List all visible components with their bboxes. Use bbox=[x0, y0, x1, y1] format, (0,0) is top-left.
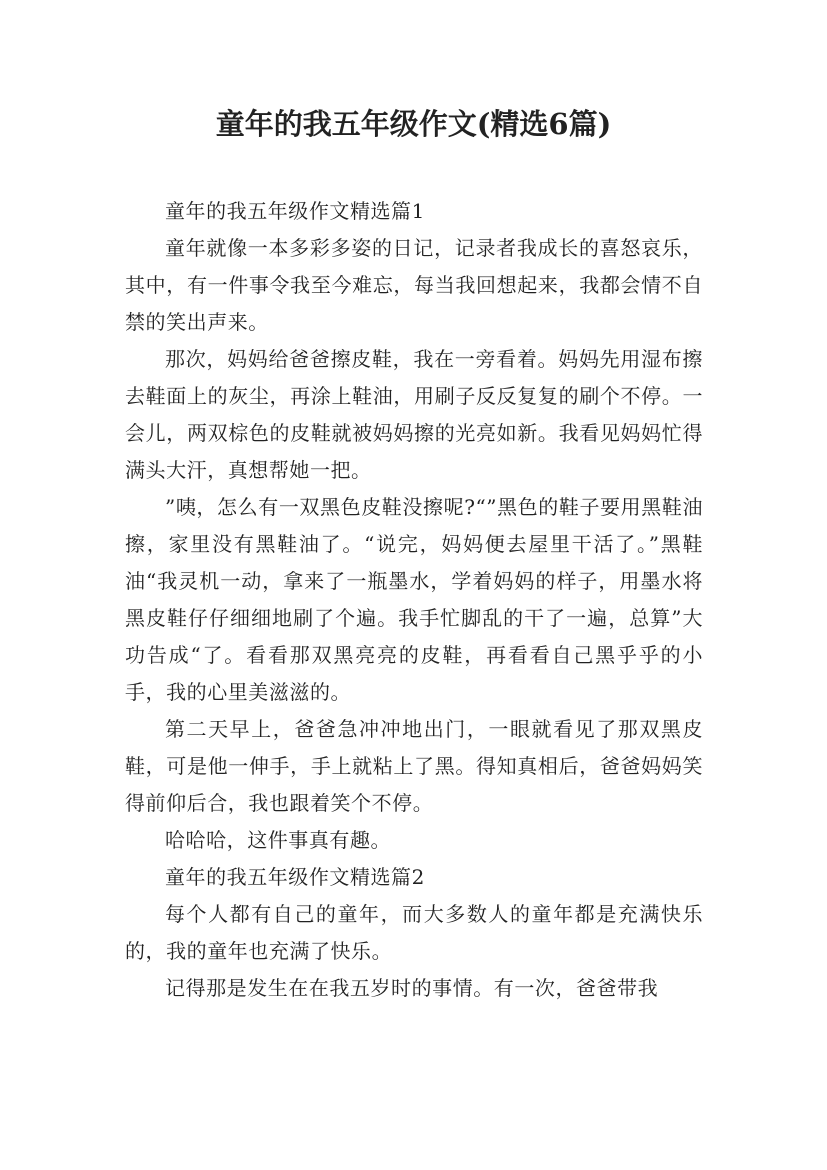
paragraph: 哈哈哈，这件事真有趣。 bbox=[165, 828, 392, 852]
paragraph: 每个人都有自己的童年，而大多数人的童年都是充满快乐的，我的童年也充满了快乐。 bbox=[125, 902, 703, 963]
document-body bbox=[125, 193, 703, 1007]
paragraph: 那次，妈妈给爸爸擦皮鞋，我在一旁看着。妈妈先用湿布擦去鞋面上的灰尘，再涂上鞋油，用刷子反反复复的刷个不停。一会儿，两双棕色的皮鞋就被妈妈擦的光亮如新。我看见妈妈忙得满头大汗，真想帮她一把。 bbox=[125, 347, 703, 482]
paragraph: 第二天早上，爸爸急冲冲地出门，一眼就看见了那双黑皮鞋，可是他一伸手，手上就粘上了黑。得知真相后，爸爸妈妈笑得前仰后合，我也跟着笑个不停。 bbox=[125, 717, 703, 815]
paragraph: 记得那是发生在在我五岁时的事情。有一次，爸爸带我 bbox=[165, 976, 659, 1000]
paragraph: ”咦，怎么有一双黑色皮鞋没擦呢?“”黑色的鞋子要用黑鞋油擦，家里没有黑鞋油了。“说完，妈妈便去屋里干活了。”黑鞋油“我灵机一动，拿来了一瓶墨水，学着妈妈的样子，用墨水将黑皮鞋仔仔细细地刷了个遍。我手忙脚乱的干了一遍，总算”大功告成“了。看看那双黑亮亮的皮鞋，再看看自己黑乎乎的小手，我的心里美滋滋的。 bbox=[125, 495, 703, 704]
document-title: 童年的我五年级作文(精选6篇) bbox=[215, 107, 612, 141]
section-heading-1: 童年的我五年级作文精选篇1 bbox=[165, 199, 425, 223]
paragraph: 童年就像一本多彩多姿的日记，记录者我成长的喜怒哀乐，其中，有一件事令我至今难忘，每当我回想起来，我都会情不自禁的笑出声来。 bbox=[125, 236, 703, 334]
section-heading-2: 童年的我五年级作文精选篇2 bbox=[165, 865, 425, 889]
